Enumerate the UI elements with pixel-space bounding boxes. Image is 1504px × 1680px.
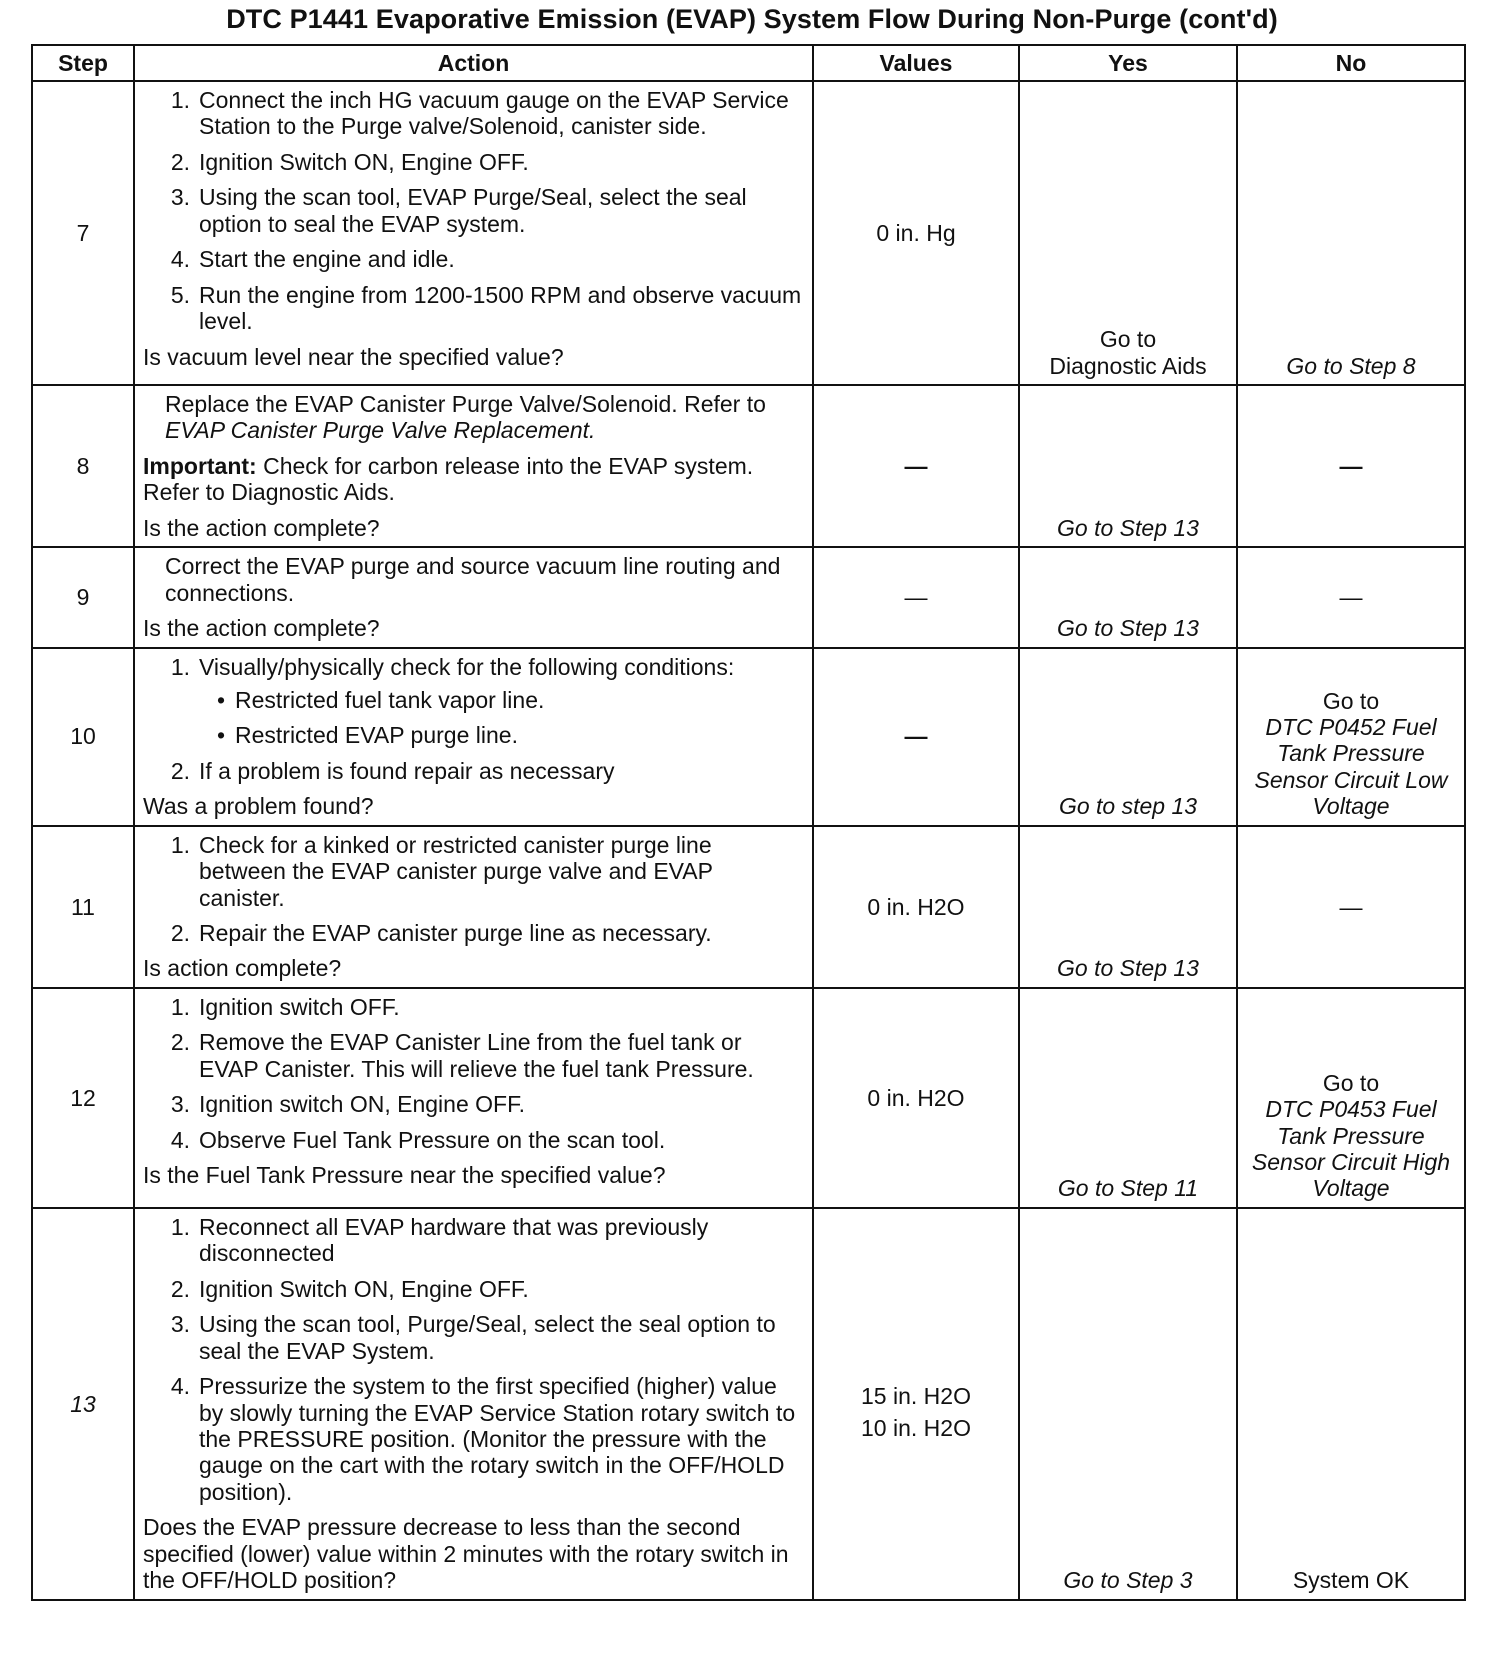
header-values: Values: [813, 45, 1019, 81]
action-item: Ignition Switch ON, Engine OFF.: [199, 1275, 529, 1302]
value-cell: —: [813, 385, 1019, 547]
value-cell: —: [813, 547, 1019, 647]
step-number: 7: [32, 81, 134, 385]
table-row: [32, 648, 1465, 826]
action-item: Reconnect all EVAP hardware that was previously disconnected: [199, 1213, 709, 1267]
no-cell: —: [1237, 547, 1465, 647]
action-item: Using the scan tool, EVAP Purge/Seal, select the seal option to seal the EVAP system.: [199, 184, 747, 237]
no-cell: —: [1237, 826, 1465, 988]
value-cell: 0 in. H2O: [813, 988, 1019, 1208]
step-number: 11: [32, 826, 134, 988]
step-number: 10: [32, 648, 134, 826]
action-cell: [134, 547, 813, 647]
value-line: 15 in. H2O: [861, 1382, 971, 1409]
header-no: No: [1237, 45, 1465, 81]
action-question: Is vacuum level near the specified value?: [143, 343, 564, 370]
action-item: Start the engine and idle.: [199, 246, 455, 273]
action-cell: 1. Check for a kinked or restricted canister purge line between the EVAP canister purge valve and EVAP canister. 2. Repair the EVAP canister purge line as necessary. Is action complete?: [134, 826, 813, 988]
table-row: [32, 1208, 1465, 1600]
yes-cell: Go to Step 13: [1019, 385, 1237, 547]
action-item: Ignition switch OFF.: [199, 993, 400, 1020]
yes-cell: Go to Step 13: [1019, 547, 1237, 647]
no-cell: System OK: [1237, 1208, 1465, 1600]
yes-text: Diagnostic Aids: [1049, 352, 1207, 379]
no-text: Go to: [1322, 687, 1380, 714]
step-number: 12: [32, 988, 134, 1208]
action-text: Replace the EVAP Canister Purge Valve/Solenoid. Refer to: [165, 391, 766, 417]
reference-link-text: DTC P0452 Fuel Tank Pressure Sensor Circuit Low Voltage: [1254, 713, 1448, 820]
header-yes: Yes: [1019, 45, 1237, 81]
table-row: [32, 547, 1465, 647]
action-cell: 1. Ignition switch OFF. 2. Remove the EVAP Canister Line from the fuel tank or EVAP Canister. This will relieve the fuel tank Pressure. 3. Ignition switch ON, Engine OFF. 4. Observe Fuel Tank Pressure on the scan tool. Is the Fuel Tank Pressure near the specified value?: [134, 988, 813, 1208]
action-item: Repair the EVAP canister purge line as necessary.: [199, 920, 712, 946]
important-text: Check for carbon release into the EVAP system. Refer to Diagnostic Aids.: [143, 452, 754, 506]
value-cell: 0 in. Hg: [813, 81, 1019, 385]
no-text: Go to: [1322, 1069, 1380, 1096]
diagnostic-table: [31, 44, 1466, 1601]
action-question: Does the EVAP pressure decrease to less than the second specified (lower) value within 2 minutes with the rotary switch in the OFF/HOLD position?: [143, 1514, 789, 1594]
action-item: Using the scan tool, Purge/Seal, select the seal option to seal the EVAP System.: [199, 1311, 776, 1364]
value-cell: 0 in. H2O: [813, 826, 1019, 988]
action-question: Was a problem found?: [143, 793, 374, 820]
table-row: [32, 385, 1465, 547]
table-row: [32, 826, 1465, 988]
value-line: 10 in. H2O: [861, 1415, 971, 1442]
header-row: [32, 45, 1465, 81]
action-text: Correct the EVAP purge and source vacuum line routing and connections.: [165, 553, 781, 606]
bullet-item: Restricted fuel tank vapor line.: [235, 686, 545, 713]
action-question: Is the action complete?: [143, 615, 380, 642]
action-item: Observe Fuel Tank Pressure on the scan tool.: [199, 1126, 666, 1153]
yes-cell: Go to Step 11: [1019, 988, 1237, 1208]
yes-cell: Go to step 13: [1019, 648, 1237, 826]
action-item: Pressurize the system to the first specified (higher) value by slowly turning the EVAP Service Station rotary switch to the PRESSURE position. (Monitor the pressure with the gauge on the cart with the rotary switch in the OFF/HOLD position).: [199, 1373, 796, 1505]
table-row: [32, 988, 1465, 1208]
header-action: Action: [134, 45, 813, 81]
no-cell: [1237, 648, 1465, 826]
bullet-item: Restricted EVAP purge line.: [235, 722, 518, 749]
action-item: Ignition switch ON, Engine OFF.: [199, 1091, 525, 1118]
action-cell: 1. Visually/physically check for the following conditions: • Restricted fuel tank vapor line. • Restricted EVAP purge line. 2. If a problem is found repair as necessary Was a problem found?: [134, 648, 813, 826]
action-item: Remove the EVAP Canister Line from the fuel tank or EVAP Canister. This will relieve the fuel tank Pressure.: [199, 1029, 754, 1082]
reference-link-text: EVAP Canister Purge Valve Replacement.: [165, 417, 596, 444]
table-row: [32, 81, 1465, 385]
action-item: Run the engine from 1200-1500 RPM and observe vacuum level.: [199, 281, 802, 335]
yes-cell: Go to Step 3: [1019, 1208, 1237, 1600]
important-label: Important:: [143, 452, 257, 479]
action-item: Ignition Switch ON, Engine OFF.: [199, 148, 529, 175]
header-step: Step: [32, 45, 134, 81]
step-number: 9: [32, 547, 134, 647]
yes-cell: Go to Step 13: [1019, 826, 1237, 988]
action-item: Connect the inch HG vacuum gauge on the EVAP Service Station to the Purge valve/Solenoid, canister side.: [199, 87, 789, 140]
action-item: Visually/physically check for the following conditions:: [199, 653, 735, 680]
reference-link-text: DTC P0453 Fuel Tank Pressure Sensor Circuit High Voltage: [1251, 1096, 1451, 1202]
action-cell: 1. Connect the inch HG vacuum gauge on the EVAP Service Station to the Purge valve/Solenoid, canister side. 2. Ignition Switch ON, Engine OFF. 3. Using the scan tool, EVAP Purge/Seal, select the seal option to seal the EVAP system. 4. Start the engine and idle. 5. Run the engine from 1200-1500 RPM and observe vacuum level. Is vacuum level near the specified value?: [134, 81, 813, 385]
page-title: DTC P1441 Evaporative Emission (EVAP) System Flow During Non-Purge (cont'd): [226, 4, 1278, 34]
action-question: Is the action complete?: [143, 514, 380, 541]
no-cell: Go to Step 8: [1237, 81, 1465, 385]
action-cell: 1. Reconnect all EVAP hardware that was previously disconnected 2. Ignition Switch ON, Engine OFF. 3. Using the scan tool, Purge/Seal, select the seal option to seal the EVAP System. 4. Pressurize the system to the first specified (higher) value by slowly turning the EVAP Service Station rotary switch to the PRESSURE position. (Monitor the pressure with the gauge on the cart with the rotary switch in the OFF/HOLD position). Does the EVAP pressure decrease to less than the second specified (lower) value within 2 minutes with the rotary switch in the OFF/HOLD position?: [134, 1208, 813, 1600]
yes-cell: [1019, 81, 1237, 385]
step-number: 13: [32, 1208, 134, 1600]
no-cell: [1237, 988, 1465, 1208]
action-question: Is action complete?: [143, 955, 342, 982]
yes-text: Go to: [1099, 326, 1157, 353]
action-question: Is the Fuel Tank Pressure near the specified value?: [143, 1162, 666, 1189]
value-cell: —: [813, 648, 1019, 826]
action-item: Check for a kinked or restricted canister purge line between the EVAP canister purge valve and EVAP canister.: [199, 831, 713, 911]
no-cell: —: [1237, 385, 1465, 547]
action-item: If a problem is found repair as necessary: [199, 757, 615, 784]
value-cell: [813, 1208, 1019, 1600]
step-number: 8: [32, 385, 134, 547]
action-cell: [134, 385, 813, 547]
